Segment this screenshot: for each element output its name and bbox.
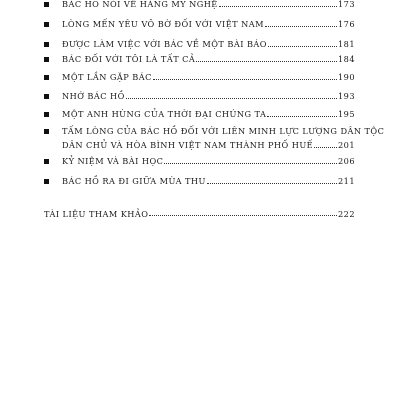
bullet-icon <box>44 22 49 27</box>
dot-leader <box>149 215 337 216</box>
bullet-icon <box>44 75 49 80</box>
dot-leader <box>268 46 337 47</box>
dot-leader <box>126 98 337 99</box>
toc-line <box>62 39 355 50</box>
references-title: TÀI LIỆU THAM KHẢO <box>44 209 149 219</box>
bullet-icon <box>44 159 49 164</box>
toc-entry-title: BÁC HỒ NÓI VỀ HÀNG MỸ NGHỆ <box>62 0 218 9</box>
toc-entry-title: LÒNG MẾN YÊU VÔ BỜ ĐỐI VỚI VIỆT NAM <box>62 19 264 29</box>
toc-entry-title: MỘT LẦN GẶP BÁC <box>62 72 152 82</box>
bullet-icon <box>44 42 49 47</box>
toc-page-number: 195 <box>338 109 355 119</box>
dot-leader <box>267 116 337 117</box>
toc-line <box>62 109 355 120</box>
bullet-icon <box>44 57 49 62</box>
dot-leader <box>207 183 337 184</box>
toc-page-number: 181 <box>338 39 355 49</box>
dot-leader <box>153 79 337 80</box>
toc-page-number: 173 <box>338 0 355 9</box>
dot-leader <box>219 6 337 7</box>
toc-entry-title-line1: TẤM LÒNG CỦA BÁC HỒ ĐỐI VỚI LIÊN MINH LỰC LƯỢNG DÂN TỘC <box>62 126 385 136</box>
toc-entry-title: NHỚ BÁC HỒ <box>62 91 125 101</box>
toc-entry-title: DÂN CHỦ VÀ HÒA BÌNH VIỆT NAM THÀNH PHỐ HUẾ <box>62 140 314 150</box>
toc-line <box>62 156 355 167</box>
toc-page-number: 211 <box>338 176 355 186</box>
toc-entry-title: MỘT ANH HÙNG CỦA THỜI ĐẠI CHÚNG TA <box>62 109 267 119</box>
toc-page-number: 201 <box>338 140 355 150</box>
toc-line <box>62 176 355 187</box>
bullet-icon <box>44 129 49 134</box>
toc-line <box>62 19 355 30</box>
toc-page-number: 193 <box>338 91 355 101</box>
bullet-icon <box>44 179 49 184</box>
references-page-number: 222 <box>338 209 355 219</box>
toc-entry-title: ĐƯỢC LÀM VIỆC VỚI BÁC VỀ MỘT BÀI BÁO <box>62 39 267 49</box>
dot-leader <box>314 147 337 148</box>
toc-entry[interactable] <box>44 126 385 152</box>
toc-page-number: 176 <box>338 19 355 29</box>
bullet-icon <box>44 2 49 7</box>
toc-entry-title: BÁC HỒ RA ĐI GIỮA MÙA THU <box>62 176 206 186</box>
toc-entry-title: KỶ NIỆM VÀ BÀI HỌC <box>62 156 164 166</box>
toc-page-number: 206 <box>338 156 355 166</box>
toc-entry-title: BÁC ĐỐI VỚI TÔI LÀ TẤT CẢ <box>62 54 196 64</box>
toc-line <box>62 126 385 137</box>
bullet-icon <box>44 112 49 117</box>
toc-line <box>62 72 355 83</box>
toc-page-number: 184 <box>338 54 355 64</box>
bullet-icon <box>44 94 49 99</box>
toc-line <box>62 0 355 10</box>
toc-line <box>62 91 355 102</box>
toc-line <box>62 140 355 151</box>
toc-line <box>44 209 355 219</box>
dot-leader <box>164 163 337 164</box>
dot-leader <box>265 26 337 27</box>
dot-leader <box>196 61 337 62</box>
toc-line <box>62 54 355 65</box>
toc-page-number: 190 <box>338 72 355 82</box>
